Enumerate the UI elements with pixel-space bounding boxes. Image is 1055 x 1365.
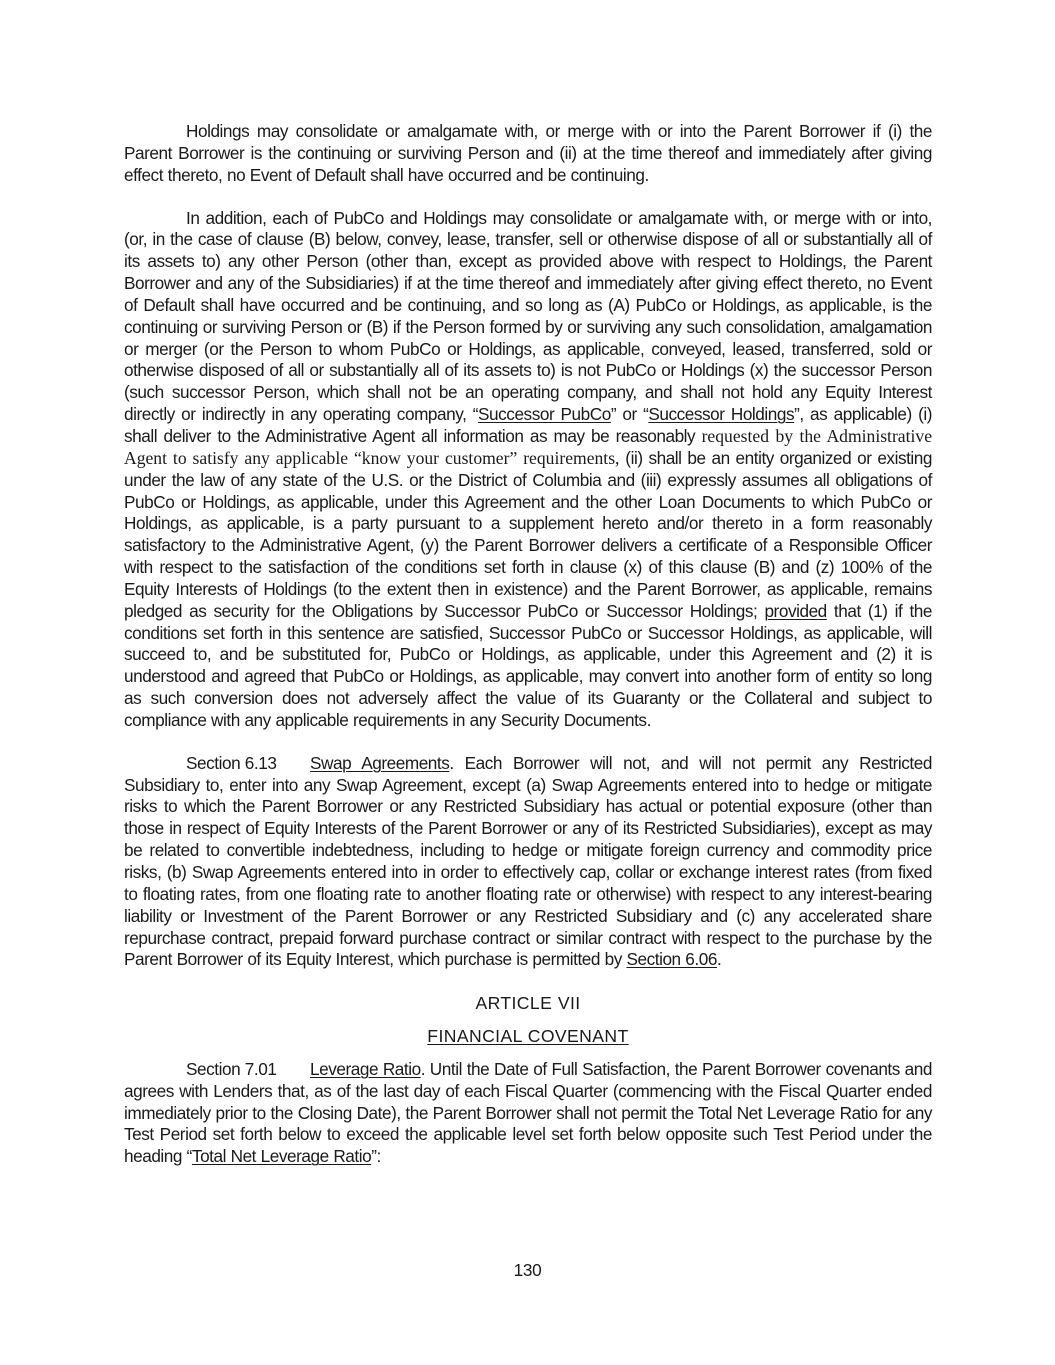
defined-term-successor-pubco: Successor PubCo: [478, 404, 611, 425]
article-heading: ARTICLE VII: [475, 993, 581, 1014]
section-body: . Until the Date of Full Satisfaction, the Parent Borrower covenants and agrees with Lenders that, as of the last day of each Fiscal Quarter (commencing with the Fiscal Quarter ended immediately prior to the Closing Date), the Parent Borrower shall not permit the Total Net Leverage Ratio for any Test Period set forth below to exceed the applicable level set forth below opposite such Test Period under the heading “: [124, 1058, 932, 1167]
section-body: Each Borrower will not, and will not permit any Restricted Subsidiary to, enter into any Swap Agreement, except (a) Swap Agreements entered into to hedge or mitigate risks to which the Parent Borrower or any Restricted Subsidiary has actual or potential exposure (other than those in respect of Equity Interests of the Parent Borrower or any of its Restricted Subsidiaries), except as may be related to convertible indebtedness, including to hedge or mitigate foreign currency and commodity price risks, (b) Swap Agreements entered into in order to effectively cap, collar or exchange interest rates (from fixed to floating rates, from one floating rate to another floating rate or otherwise) with respect to any interest-bearing liability or Investment of the Parent Borrower or any Restricted Subsidiary and (c) any accelerated share repurchase contract, prepaid forward purchase contract or similar contract with respect to the purchase by the Parent Borrower of its Equity Interest, which purchase is permitted by: [124, 752, 932, 970]
cross-reference-section-6-06: Section 6.06: [626, 949, 717, 970]
paragraph-pubco-holdings-consolidation: In addition, each of PubCo and Holdings may consolidate or amalgamate with, or merge with or into, (or, in the case of clause (B) below, convey, lease, transfer, sell or otherwise dispose of all or substantially all of its assets to) any other Person (other than, except as provided above with respect to Holdings, the Parent Borrower and any of the Subsidiaries) if at the time thereof and immediately after giving effect thereto, no Event of Default shall have occurred and be continuing, and so long as (A) PubCo or Holdings, as applicable, is the continuing or surviving Person or (B) if the Person formed by or surviving any such consolidation, amalgamation or merger (or the Person to whom PubCo or Holdings, as applicable, conveyed, leased, transferred, sold or otherwise disposed of all or substantially all of its assets to) is not PubCo or Holdings (x) the successor Person (such successor Person, which shall not be an operating company, and shall not hold any Equity Interest directly or indirectly in any operating company, “Successor PubCo” or “Successor Holdings”, as applicable) (i) shall deliver to the Administrative Agent all information as may be reasonably requested by the Administrative Agent to satisfy any applicable “know your customer” requirements, (ii) shall be an entity organized or existing under the law of any state of the U.S. or the District of Columbia and (iii) expressly assumes all obligations of PubCo or Holdings, as applicable, under this Agreement and the other Loan Documents to which PubCo or Holdings, as applicable, is a party pursuant to a supplement hereto and/or thereto in a form reasonably satisfactory to the Administrative Agent, (y) the Parent Borrower delivers a certificate of a Responsible Officer with respect to the satisfaction of the conditions set forth in clause (x) of this clause (B) and (z) 100% of the Equity Interests of Holdings (to the extent then in existence) and the Parent Borrower, as applicable, remains pledged as security for the Obligations by Successor PubCo or Successor Holdings; provided that (1) if the conditions set forth in this sentence are satisfied, Successor PubCo or Successor Holdings, as applicable, will succeed to, and be substituted for, PubCo or Holdings, as applicable, under this Agreement and (2) it is understood and agreed that PubCo or Holdings, as applicable, may convert into another form of entity so long as such conversion does not adversely affect the value of its Guaranty or the Collateral and subject to compliance with any applicable requirements in any Security Documents.: [124, 207, 933, 730]
proviso-term: provided: [764, 600, 827, 621]
section-6-13-swap-agreements: Section 6.13 Swap Agreements. Each Borrower will not, and will not permit any Restricted Subsidiary to, enter into any Swap Agreement, except (a) Swap Agreements entered into to hedge or mitigate risks to which the Parent Borrower or any Restricted Subsidiary has actual or potential exposure (other than those in respect of Equity Interests of the Parent Borrower or any of its Restricted Subsidiaries), except as may be related to convertible indebtedness, including to hedge or mitigate foreign currency and commodity price risks, (b) Swap Agreements entered into in order to effectively cap, collar or exchange interest rates (from fixed to floating rates, from one floating rate to another floating rate or otherwise) with respect to any interest-bearing liability or Investment of the Parent Borrower or any Restricted Subsidiary and (c) any accelerated share repurchase contract, prepaid forward purchase contract or similar contract with respect to the purchase by the Parent Borrower of its Equity Interest, which purchase is permitted by Section 6.06.: [124, 752, 932, 970]
section-number: Section 7.01: [186, 1058, 277, 1079]
section-title: Swap Agreements: [310, 752, 450, 773]
page-number: 130: [513, 1260, 542, 1280]
know-your-customer-clause: requested by the Administrative Agent to satisfy any applicable “know your customer” requirements,: [124, 425, 932, 468]
section-number: Section 6.13: [186, 752, 277, 773]
section-title: Leverage Ratio: [310, 1058, 421, 1079]
paragraph-holdings-merger: [124, 121, 932, 187]
document-page: [124, 121, 932, 1168]
defined-term-successor-holdings: Successor Holdings: [648, 404, 795, 425]
article-title: FINANCIAL COVENANT: [427, 1026, 629, 1047]
section-7-01-leverage-ratio: Section 7.01 Leverage Ratio. Until the Date of Full Satisfaction, the Parent Borrower covenants and agrees with Lenders that, as of the last day of each Fiscal Quarter (commencing with the Fiscal Quarter ended immediately prior to the Closing Date), the Parent Borrower shall not permit the Total Net Leverage Ratio for any Test Period set forth below to exceed the applicable level set forth below opposite such Test Period under the heading “Total Net Leverage Ratio”:: [124, 1058, 932, 1167]
paragraph-text: Holdings may consolidate or amalgamate with, or merge with or into the Parent Borrower if (i) the Parent Borrower is the continuing or surviving Person and (ii) at the time thereof and immediately after giving effect thereto, no Event of Default shall have occurred and be continuing.: [124, 121, 932, 185]
defined-term-total-net-leverage-ratio: Total Net Leverage Ratio: [191, 1146, 372, 1167]
